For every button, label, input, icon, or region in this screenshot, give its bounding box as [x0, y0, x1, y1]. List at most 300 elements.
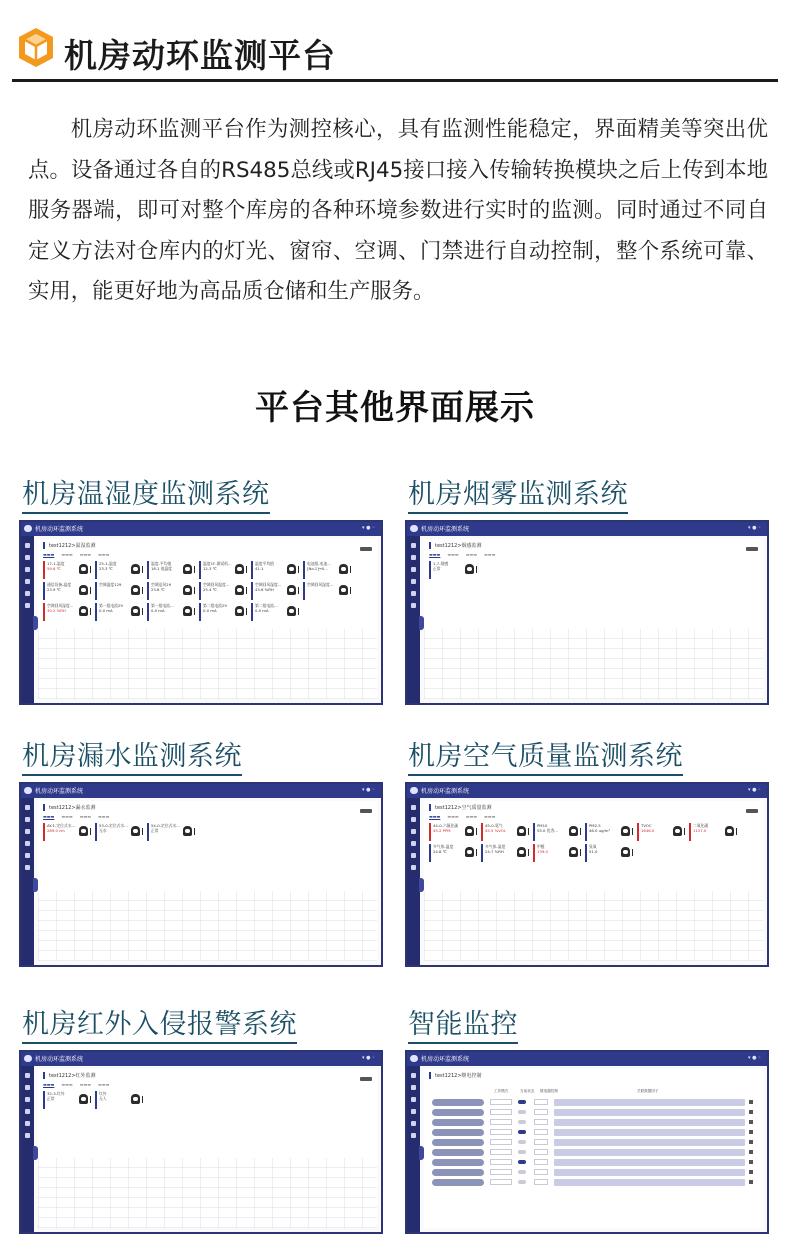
screenshot-infrared	[19, 1050, 383, 1234]
factor-field[interactable]	[554, 1169, 745, 1176]
sensor-avatar-icon	[673, 826, 682, 836]
sensor-avatar-icon	[131, 826, 140, 836]
app-breadcrumb: test1212>温湿监测	[43, 542, 96, 549]
sensor-label: 第一组电流29	[99, 603, 123, 608]
intro-paragraph: 机房动环监测平台作为测控核心，具有监测性能稳定，界面精美等突出优点。设备通过各自的RS485总线或RJ45接口接入传输转换模块之后上传到本地服务器端，即可对整个库房的各种环境参数进行实时的监测。同时通过不同自定义方法对仓库内的灯光、窗帘、空调、门禁进行自动控制，整个系统可靠、实用，能更好地为高品质仓储和生产服务。	[28, 117, 768, 305]
floor-grid	[424, 891, 763, 961]
col-header: 关联数据因子	[637, 1089, 659, 1093]
sensor-label: PM10	[537, 823, 548, 828]
page-title: 机房动环监测平台	[64, 36, 336, 75]
relay-name-pill[interactable]	[432, 1109, 484, 1116]
sensor-card[interactable]	[533, 823, 581, 841]
relay-row[interactable]	[432, 1107, 755, 1117]
sensor-label: 第二组电流...	[255, 603, 278, 608]
screenshot-leak	[19, 782, 383, 967]
status-marker	[194, 828, 195, 835]
status-marker	[90, 587, 91, 594]
sensor-value: 30.2 %RH	[47, 608, 66, 613]
relay-control-select[interactable]	[534, 1169, 548, 1175]
sensor-card[interactable]	[147, 561, 195, 579]
user-menu: ▾ ● ◦	[747, 525, 761, 531]
sensor-value: 12.3 ℃	[203, 566, 217, 571]
sensor-label: 空调回风温度...	[203, 582, 230, 587]
sensor-card[interactable]	[429, 561, 477, 579]
gallery-item-title: 机房空气质量监测系统	[408, 740, 683, 776]
sensor-value: 139.0	[537, 849, 548, 854]
sensor-avatar-icon	[79, 826, 88, 836]
status-marker	[632, 849, 633, 856]
mode-select[interactable]	[490, 1159, 512, 1165]
row-action-icon[interactable]	[749, 1160, 753, 1164]
relay-name-pill[interactable]	[432, 1139, 484, 1146]
sensor-card[interactable]	[95, 603, 143, 621]
sensor-label: PM2.5	[589, 823, 601, 828]
sensor-card[interactable]	[585, 844, 633, 862]
floor-grid	[38, 1158, 377, 1228]
sensor-label: 温度平均值	[255, 561, 274, 566]
sensor-avatar-icon	[465, 847, 474, 857]
sensor-label: TVOC	[641, 823, 652, 828]
sensor-avatar-icon	[569, 847, 578, 857]
app-breadcrumb: test1212>红外监测	[43, 1072, 96, 1079]
relay-row[interactable]	[432, 1137, 755, 1147]
sensor-value: 46.0 ug/m³	[589, 828, 610, 833]
sensor-value: 59.6 ℃	[47, 566, 61, 571]
mode-select[interactable]	[490, 1109, 512, 1115]
app-titlebar	[407, 1052, 767, 1066]
gallery-item-title: 机房红外入侵报警系统	[22, 1008, 297, 1044]
user-menu: ▾ ● ◦	[361, 787, 375, 793]
app-name: 机房动环监测系统	[35, 1056, 84, 1063]
status-marker	[246, 566, 247, 573]
status-marker	[142, 608, 143, 615]
sensor-value: 24.7 %RH	[485, 849, 504, 854]
sensor-card[interactable]	[689, 823, 737, 841]
screenshot-air-quality	[405, 782, 769, 967]
sensor-value: [No.1]→0...	[307, 566, 328, 571]
row-action-icon[interactable]	[749, 1150, 753, 1154]
status-marker	[90, 608, 91, 615]
sensor-avatar-icon	[131, 606, 140, 616]
sensor-avatar-icon	[79, 564, 88, 574]
sensor-card[interactable]	[43, 582, 91, 600]
screenshot-temp-humidity	[19, 520, 383, 705]
app-tools	[746, 809, 758, 813]
sensor-avatar-icon	[287, 606, 296, 616]
relay-name-pill[interactable]	[432, 1159, 484, 1166]
col-header: 工作模式	[494, 1089, 509, 1093]
sensor-card[interactable]	[481, 823, 529, 841]
sensor-value: 24.8 ℃	[433, 849, 447, 854]
sensor-label: 电池组-电池...	[307, 561, 331, 566]
sensor-avatar-icon	[79, 1094, 88, 1104]
app-sidebar	[21, 536, 34, 703]
sensor-card[interactable]	[95, 561, 143, 579]
sensor-avatar-icon	[725, 826, 734, 836]
factor-field[interactable]	[554, 1139, 745, 1146]
relay-control-select[interactable]	[534, 1159, 548, 1165]
relay-toggle[interactable]	[518, 1110, 526, 1114]
sensor-card[interactable]	[481, 844, 529, 862]
relay-toggle[interactable]	[518, 1180, 526, 1184]
floor-grid	[424, 629, 763, 699]
status-marker	[580, 828, 581, 835]
sensor-value: 正常	[151, 828, 159, 833]
sensor-card[interactable]	[303, 582, 351, 600]
status-marker	[142, 1096, 143, 1103]
app-tabs: ▬▬▬ ▬▬▬ ▬▬▬ ▬▬▬	[43, 1082, 110, 1087]
sensor-label: 温度1F-测试机...	[203, 561, 232, 566]
row-action-icon[interactable]	[749, 1170, 753, 1174]
app-content	[424, 1069, 763, 1228]
sensor-avatar-icon	[465, 826, 474, 836]
sensor-avatar-icon	[569, 826, 578, 836]
sensor-card[interactable]	[199, 603, 247, 621]
row-action-icon[interactable]	[749, 1110, 753, 1114]
sensor-value: 43.6 %RH	[255, 587, 274, 592]
screenshot-smoke	[405, 520, 769, 705]
relay-toggle[interactable]	[518, 1160, 526, 1164]
app-titlebar	[21, 784, 381, 798]
relay-control-select[interactable]	[534, 1139, 548, 1145]
app-logo-icon	[410, 787, 418, 794]
sensor-label: 32-3-红外	[47, 1091, 65, 1096]
status-marker	[580, 849, 581, 856]
floor-grid	[38, 891, 377, 961]
sensor-card[interactable]	[199, 582, 247, 600]
user-menu: ▾ ● ◦	[361, 525, 375, 531]
row-action-icon[interactable]	[749, 1140, 753, 1144]
status-marker	[90, 828, 91, 835]
sensor-card[interactable]	[147, 582, 195, 600]
status-marker	[476, 849, 477, 856]
app-content	[38, 1069, 377, 1228]
status-marker	[350, 566, 351, 573]
relay-name-pill[interactable]	[432, 1149, 484, 1156]
status-marker	[194, 608, 195, 615]
sensor-avatar-icon	[131, 564, 140, 574]
sensor-value: 无人	[99, 1096, 107, 1101]
app-logo-icon	[24, 787, 32, 794]
status-marker	[476, 828, 477, 835]
sensor-avatar-icon	[79, 585, 88, 595]
relay-control-select[interactable]	[534, 1179, 548, 1185]
section-title: 平台其他界面展示	[255, 388, 535, 428]
status-marker	[194, 587, 195, 594]
sensor-label: 多气体-温度	[433, 844, 454, 849]
status-marker	[194, 566, 195, 573]
status-marker	[476, 566, 477, 573]
relay-toggle[interactable]	[518, 1150, 526, 1154]
sensor-card[interactable]	[95, 582, 143, 600]
factor-field[interactable]	[554, 1129, 745, 1136]
sensor-avatar-icon	[79, 606, 88, 616]
app-sidebar	[21, 798, 34, 965]
user-menu: ▾ ● ◦	[747, 1055, 761, 1061]
row-action-icon[interactable]	[749, 1130, 753, 1134]
app-sidebar	[21, 1066, 34, 1232]
sensor-avatar-icon	[339, 564, 348, 574]
sensor-label: 空调回风湿度...	[255, 582, 282, 587]
sensor-avatar-icon	[621, 847, 630, 857]
sensor-avatar-icon	[183, 585, 192, 595]
relay-row[interactable]	[432, 1167, 755, 1177]
sensor-label: 44-0-六氟化硫	[433, 823, 459, 828]
sensor-value: 1127.0	[693, 828, 707, 833]
app-titlebar	[21, 522, 381, 536]
relay-name-pill[interactable]	[432, 1099, 484, 1106]
sensor-value: 23.3 ℃	[99, 566, 113, 571]
app-breadcrumb: test1212>烟感监测	[429, 542, 482, 549]
sensor-card[interactable]	[429, 823, 477, 841]
relay-row[interactable]	[432, 1117, 755, 1127]
sensor-value: 正常	[47, 1096, 55, 1101]
sensor-label: 空调温度129	[99, 582, 122, 587]
relay-rows	[432, 1097, 755, 1187]
mode-select[interactable]	[490, 1139, 512, 1145]
sensor-label: 甲醛	[537, 844, 545, 849]
sensor-value: 51.0	[589, 849, 598, 854]
sensor-label: AY-1-定位式水...	[47, 823, 76, 828]
status-marker	[246, 608, 247, 615]
status-marker	[142, 566, 143, 573]
mode-select[interactable]	[490, 1149, 512, 1155]
sensor-value: 45.2 PPM	[433, 828, 451, 833]
status-marker	[528, 849, 529, 856]
relay-name-pill[interactable]	[432, 1169, 484, 1176]
gallery-item-title: 智能监控	[408, 1008, 518, 1044]
app-name: 机房动环监测系统	[35, 788, 84, 795]
app-breadcrumb: test1212>继电控制	[429, 1072, 482, 1079]
mode-select[interactable]	[490, 1099, 512, 1105]
sensor-card[interactable]	[303, 561, 351, 579]
sensor-card[interactable]	[637, 823, 685, 841]
status-marker	[142, 587, 143, 594]
app-breadcrumb: test1212>漏水监测	[43, 804, 96, 811]
mode-select[interactable]	[490, 1179, 512, 1185]
factor-field[interactable]	[554, 1109, 745, 1116]
factor-field[interactable]	[554, 1159, 745, 1166]
relay-control-select[interactable]	[534, 1149, 548, 1155]
factor-field[interactable]	[554, 1179, 745, 1186]
sensor-avatar-icon	[131, 1094, 140, 1104]
sensor-card[interactable]	[95, 823, 143, 841]
sensor-card[interactable]	[429, 844, 477, 862]
relay-toggle[interactable]	[518, 1120, 526, 1124]
app-logo-icon	[24, 1055, 32, 1062]
sensor-label: 通信设备-温度	[47, 582, 72, 587]
relay-row[interactable]	[432, 1097, 755, 1107]
status-marker	[246, 587, 247, 594]
sensor-label: 空调送风29	[151, 582, 172, 587]
status-marker	[142, 828, 143, 835]
relay-name-pill[interactable]	[432, 1179, 484, 1186]
sensor-label: 温度-平均值	[151, 561, 172, 566]
relay-name-pill[interactable]	[432, 1129, 484, 1136]
relay-toggle[interactable]	[518, 1140, 526, 1144]
app-content	[424, 801, 763, 961]
sensor-card[interactable]	[43, 1091, 91, 1109]
sensor-label: 54-0-定位式水...	[151, 823, 180, 828]
sensor-label: 多气体-湿度	[485, 844, 506, 849]
app-tools	[360, 809, 372, 813]
sensor-card[interactable]	[43, 603, 91, 621]
floor-grid	[38, 629, 377, 699]
sensor-avatar-icon	[235, 564, 244, 574]
sensor-label: 空调回风湿度...	[47, 603, 74, 608]
status-marker	[298, 566, 299, 573]
app-tools	[360, 1077, 372, 1081]
app-tools	[746, 547, 758, 551]
sensor-card[interactable]	[251, 561, 299, 579]
relay-row[interactable]	[432, 1127, 755, 1137]
sensor-value: 45.5 %VOL	[485, 828, 506, 833]
sensor-avatar-icon	[517, 847, 526, 857]
app-breadcrumb: test1212>空气质量监测	[429, 804, 492, 811]
status-marker	[736, 828, 737, 835]
sensor-card[interactable]	[585, 823, 633, 841]
sensor-label: 53-0-定位式水...	[99, 823, 128, 828]
sensor-label: 25-1-温度	[99, 561, 117, 566]
app-logo-icon	[410, 1055, 418, 1062]
relay-row[interactable]	[432, 1157, 755, 1167]
sensor-card[interactable]	[251, 603, 299, 621]
relay-control-select[interactable]	[534, 1129, 548, 1135]
status-marker	[350, 587, 351, 594]
sensor-avatar-icon	[465, 564, 474, 574]
relay-row[interactable]	[432, 1147, 755, 1157]
relay-control-select[interactable]	[534, 1109, 548, 1115]
sensor-label: 红外	[99, 1091, 107, 1096]
gallery-item-title: 机房漏水监测系统	[22, 740, 242, 776]
sensor-card[interactable]	[95, 1091, 143, 1109]
sensor-avatar-icon	[339, 585, 348, 595]
factor-field[interactable]	[554, 1149, 745, 1156]
app-sidebar	[407, 536, 420, 703]
sensor-value: 41.1	[255, 566, 264, 571]
app-name: 机房动环监测系统	[421, 1056, 470, 1063]
gallery-item-title: 机房烟雾监测系统	[408, 478, 628, 514]
app-name: 机房动环监测系统	[35, 526, 84, 533]
app-titlebar	[407, 522, 767, 536]
sensor-avatar-icon	[287, 585, 296, 595]
row-action-icon[interactable]	[749, 1100, 753, 1104]
sensor-label: 二氧化碳	[693, 823, 709, 828]
factor-field[interactable]	[554, 1099, 745, 1106]
row-action-icon[interactable]	[749, 1180, 753, 1184]
status-marker	[528, 828, 529, 835]
sensor-value: 0.0 mA	[99, 608, 113, 613]
sensor-label: 第一组电流...	[151, 603, 174, 608]
sensor-value: 正常	[433, 566, 441, 571]
status-marker	[298, 587, 299, 594]
sensor-card[interactable]	[43, 561, 91, 579]
sensor-avatar-icon	[131, 585, 140, 595]
sensor-label: 45-0-氨气	[485, 823, 503, 828]
sensor-avatar-icon	[517, 826, 526, 836]
sensor-value: 1646.0	[641, 828, 655, 833]
sensor-avatar-icon	[183, 826, 192, 836]
sensor-value: 23.6 ℃	[151, 587, 165, 592]
status-marker	[90, 1096, 91, 1103]
app-name: 机房动环监测系统	[421, 526, 470, 533]
sensor-value: 18.1 低温度	[151, 566, 173, 571]
sensor-card[interactable]	[533, 844, 581, 862]
sensor-card[interactable]	[43, 823, 91, 841]
sensor-avatar-icon	[287, 564, 296, 574]
row-action-icon[interactable]	[749, 1120, 753, 1124]
sensor-value: 23.9 ℃	[47, 587, 61, 592]
app-content	[38, 539, 377, 699]
screenshot-smart-control	[405, 1050, 769, 1234]
mode-select[interactable]	[490, 1119, 512, 1125]
col-header: 继电器控制	[540, 1089, 558, 1093]
relay-table-header	[432, 1089, 755, 1095]
status-marker	[90, 566, 91, 573]
sensor-value: 无水	[99, 828, 107, 833]
app-tabs: ▬▬▬ ▬▬▬ ▬▬▬ ▬▬▬	[43, 814, 110, 819]
status-marker	[298, 608, 299, 615]
sensor-card[interactable]	[147, 823, 195, 841]
sensor-value: 0.0 mA	[255, 608, 269, 613]
sensor-avatar-icon	[621, 826, 630, 836]
app-content	[38, 801, 377, 961]
sensor-label: 17-1-温度	[47, 561, 65, 566]
app-titlebar	[21, 1052, 381, 1066]
relay-toggle[interactable]	[518, 1170, 526, 1174]
mode-select[interactable]	[490, 1169, 512, 1175]
app-name: 机房动环监测系统	[421, 788, 470, 795]
sensor-avatar-icon	[235, 585, 244, 595]
app-tabs: ▬▬▬ ▬▬▬ ▬▬▬ ▬▬▬	[429, 814, 496, 819]
app-tabs: ▬▬▬ ▬▬▬ ▬▬▬ ▬▬▬	[43, 552, 110, 557]
relay-row[interactable]	[432, 1177, 755, 1187]
sensor-avatar-icon	[235, 606, 244, 616]
app-logo-icon	[24, 525, 32, 532]
gallery-item-title: 机房温湿度监测系统	[22, 478, 270, 514]
sensor-avatar-icon	[183, 564, 192, 574]
sensor-card[interactable]	[199, 561, 247, 579]
app-content	[424, 539, 763, 699]
sensor-value: 0.0 mA	[203, 608, 217, 613]
user-menu: ▾ ● ◦	[361, 1055, 375, 1061]
col-header: 当前状态	[520, 1089, 535, 1093]
sensor-value: 55.0 优秀...	[537, 828, 558, 833]
sensor-card[interactable]	[147, 603, 195, 621]
app-sidebar	[407, 798, 420, 965]
sensor-value: 25.4 ℃	[203, 587, 217, 592]
app-tabs: ▬▬▬ ▬▬▬ ▬▬▬ ▬▬▬	[429, 552, 496, 557]
relay-toggle[interactable]	[518, 1130, 526, 1134]
sensor-label: 臭氧	[589, 844, 597, 849]
cube-box-icon	[16, 26, 56, 70]
user-menu: ▾ ● ◦	[747, 787, 761, 793]
factor-field[interactable]	[554, 1119, 745, 1126]
relay-name-pill[interactable]	[432, 1119, 484, 1126]
sensor-card[interactable]	[251, 582, 299, 600]
relay-control-select[interactable]	[534, 1099, 548, 1105]
sensor-value: 0.0 mA	[151, 608, 165, 613]
page-header	[12, 26, 778, 82]
app-titlebar	[407, 784, 767, 798]
sensor-avatar-icon	[183, 606, 192, 616]
relay-control-select[interactable]	[534, 1119, 548, 1125]
mode-select[interactable]	[490, 1129, 512, 1135]
status-marker	[632, 828, 633, 835]
relay-toggle[interactable]	[518, 1100, 526, 1104]
app-tools	[360, 547, 372, 551]
sensor-value: 289.0 cm	[47, 828, 65, 833]
